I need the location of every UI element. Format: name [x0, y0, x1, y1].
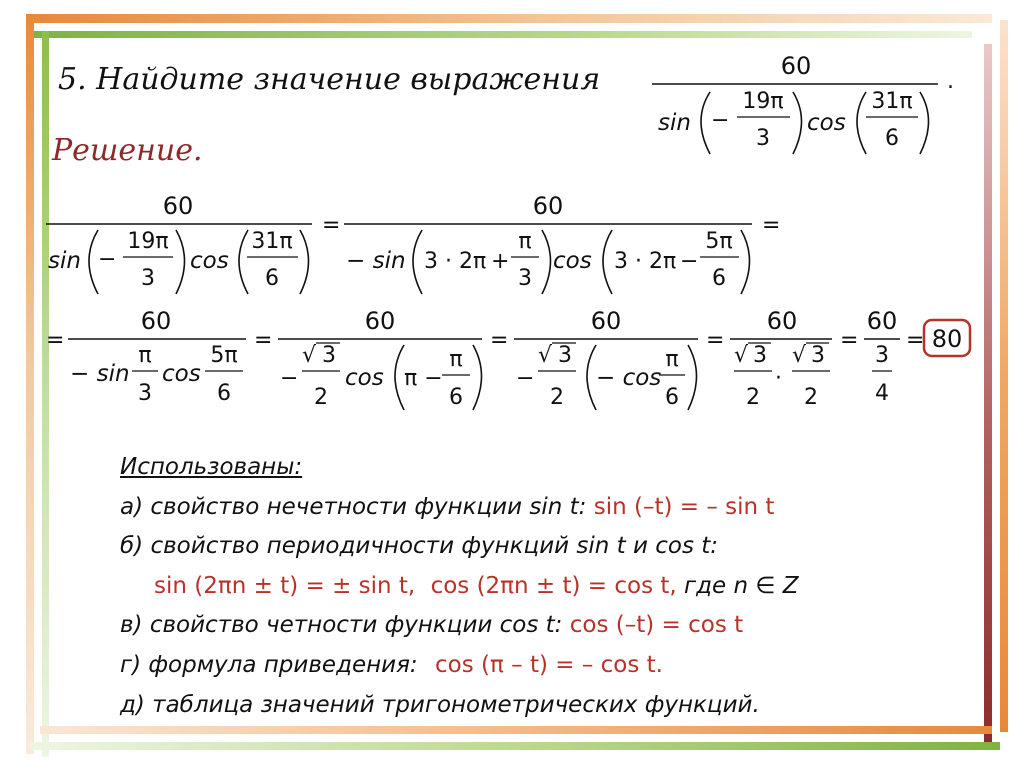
- note-d: [120, 646, 799, 686]
- minus-sign: −: [711, 108, 730, 133]
- equals-4: =: [254, 328, 273, 353]
- step5-fraction: [514, 307, 698, 410]
- math-glyph: sin: [48, 248, 81, 274]
- math-glyph: 3: [138, 381, 152, 406]
- answer-80: 80: [931, 325, 963, 353]
- math-glyph: 3: [141, 266, 155, 291]
- cos-fn: cos: [807, 110, 846, 136]
- num-31pi: 31π: [871, 89, 913, 114]
- math-glyph: √: [538, 343, 553, 368]
- math-glyph: 2: [314, 385, 328, 410]
- math-glyph: 5π: [705, 229, 733, 254]
- math-glyph: 3 · 2π: [424, 249, 487, 274]
- math-glyph: 6: [217, 381, 231, 406]
- math-glyph: 3: [753, 343, 767, 368]
- note-a-formula: sin (–t) = – sin t: [593, 493, 775, 520]
- math-glyph: 6: [265, 266, 279, 291]
- math-glyph: π: [449, 347, 463, 372]
- math-glyph: − sin: [346, 248, 406, 274]
- note-b-formula-cos: cos (2πn ± t) = cos t,: [430, 572, 677, 599]
- math-glyph: cos: [162, 361, 201, 387]
- solution-label: Решение.: [52, 133, 203, 168]
- math-glyph: π: [665, 347, 679, 372]
- note-d-formula: cos (π – t) = – cos t.: [435, 651, 663, 678]
- math-glyph: 60: [766, 307, 798, 335]
- note-a: [120, 488, 799, 528]
- math-glyph: 60: [866, 307, 898, 335]
- step3-fraction: [68, 307, 246, 406]
- note-e-label: д) таблица значений тригонометрических функций.: [120, 691, 760, 718]
- math-glyph: 3: [518, 266, 532, 291]
- den-3: 3: [756, 126, 770, 151]
- math-glyph: 2: [550, 385, 564, 410]
- math-glyph: 31π: [251, 229, 293, 254]
- math-glyph: 60: [364, 307, 396, 335]
- equals-8: =: [906, 328, 925, 353]
- math-glyph: ·: [775, 366, 782, 391]
- math-glyph: 6: [665, 385, 679, 410]
- math-glyph: 19π: [127, 229, 169, 254]
- math-glyph: − sin: [70, 361, 130, 387]
- math-glyph: −: [680, 249, 699, 274]
- math-glyph: √: [302, 343, 317, 368]
- math-glyph: π −: [404, 366, 443, 391]
- bottom-stripe-orange: [40, 726, 992, 734]
- math-glyph: cos: [345, 365, 384, 391]
- den-6: 6: [885, 126, 899, 151]
- math-glyph: π: [138, 343, 152, 368]
- step4-fraction: [278, 307, 482, 410]
- note-b-label: б) свойство периодичности функций sin t и cos t:: [120, 533, 719, 560]
- math-glyph: π: [518, 229, 532, 254]
- note-e: [120, 686, 799, 726]
- math-glyph: 4: [875, 381, 889, 406]
- math-glyph: 60: [590, 307, 622, 335]
- math-glyph: 3: [875, 343, 889, 368]
- math-glyph: 6: [712, 266, 726, 291]
- note-b-formula-sin: sin (2πn ± t) = ± sin t,: [154, 572, 416, 599]
- math-glyph: √: [734, 343, 749, 368]
- math-glyph: 6: [449, 385, 463, 410]
- equals-2: =: [762, 213, 781, 238]
- numerator-60: 60: [780, 52, 812, 80]
- math-glyph: −: [280, 366, 299, 391]
- step6-fraction: [730, 307, 832, 410]
- equals-1: =: [322, 213, 341, 238]
- note-c-formula: cos (–t) = cos t: [569, 612, 744, 639]
- note-d-label: г) формула приведения:: [120, 651, 418, 678]
- math-glyph: −: [516, 366, 535, 391]
- math-glyph: 3 · 2π: [614, 249, 677, 274]
- equals-6: =: [706, 328, 725, 353]
- math-glyph: 2: [746, 385, 760, 410]
- math-glyph: 3: [558, 343, 572, 368]
- note-b-tail: где n ∈ Z: [684, 572, 799, 599]
- equals-5: =: [490, 328, 509, 353]
- math-glyph: 60: [532, 192, 564, 220]
- math-glyph: −: [98, 247, 117, 272]
- math-glyph: 60: [140, 307, 172, 335]
- step2-fraction: [344, 192, 752, 294]
- note-a-label: а) свойство нечетности функции sin t:: [120, 493, 587, 520]
- math-glyph: cos: [190, 248, 229, 274]
- step7-fraction: [864, 307, 900, 406]
- math-glyph: 3: [811, 343, 825, 368]
- math-glyph: √: [792, 343, 807, 368]
- equals-3: =: [46, 328, 65, 353]
- note-c-label: в) свойство четности функции cos t:: [120, 612, 563, 639]
- bottom-stripe-green: [30, 742, 1000, 750]
- math-glyph: 3: [322, 343, 336, 368]
- math-glyph: +: [491, 249, 510, 274]
- title-fraction: [652, 52, 954, 154]
- math-glyph: 5π: [210, 343, 238, 368]
- equals-7: =: [840, 328, 859, 353]
- step1-fraction: [46, 192, 312, 294]
- math-glyph: − cos: [596, 365, 662, 391]
- math-glyph: 2: [804, 385, 818, 410]
- num-19pi: 19π: [742, 89, 784, 114]
- note-b-formulas: [120, 567, 799, 607]
- notes-header: Использованы:: [120, 454, 303, 480]
- math-glyph: 60: [162, 192, 194, 220]
- note-c: [120, 606, 799, 646]
- math-glyph: cos: [553, 248, 592, 274]
- problem-title: 5. Найдите значение выражения: [58, 62, 601, 97]
- note-b: [120, 527, 799, 567]
- sin-fn: sin: [658, 110, 691, 136]
- notes-header-line: [120, 448, 799, 488]
- title-period: .: [947, 69, 954, 94]
- notes-block: [120, 448, 799, 725]
